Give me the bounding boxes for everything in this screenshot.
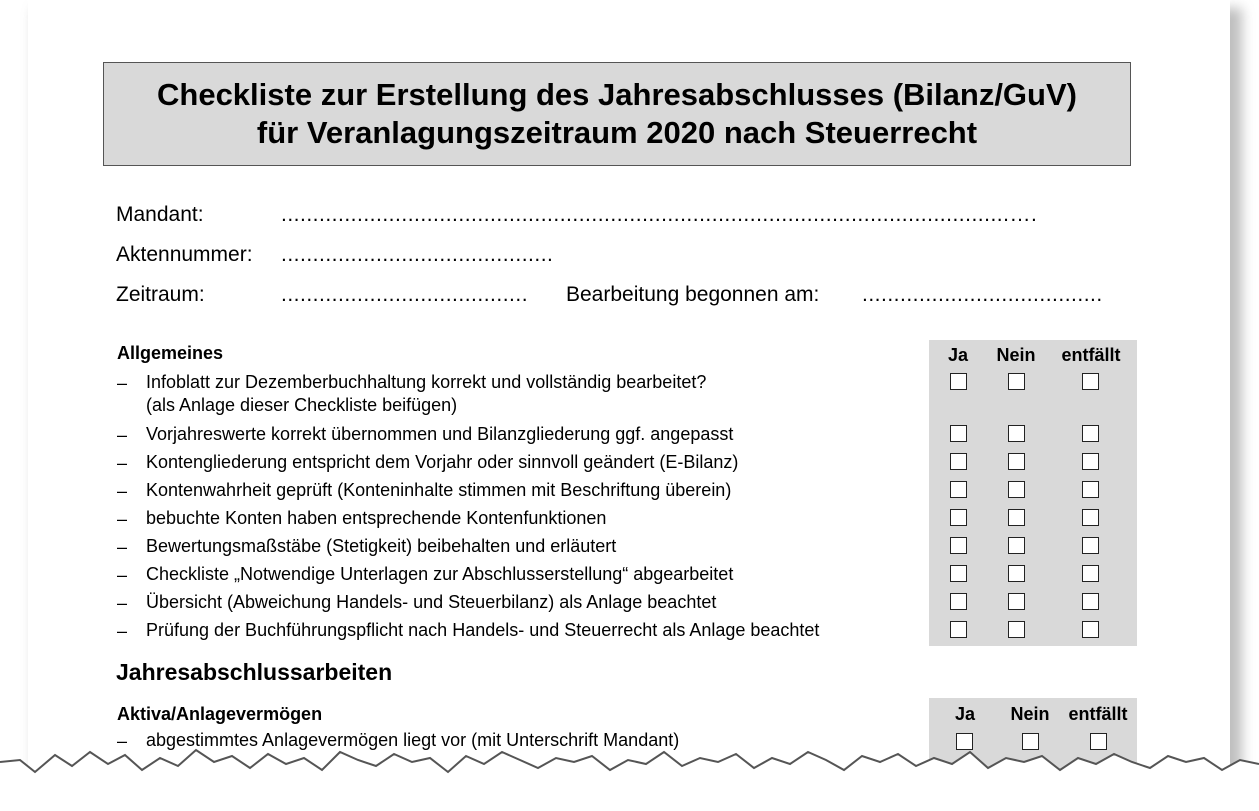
aktennummer-field[interactable]: ........................................... (281, 243, 554, 266)
zeitraum-field[interactable]: ....................................... (281, 283, 529, 306)
checkbox-nein[interactable] (1008, 509, 1025, 526)
item-text: Kontengliederung entspricht dem Vorjahr oder sinnvoll geändert (E-Bilanz) (146, 452, 739, 472)
column-header-ja: Ja (947, 345, 969, 365)
mandant-field[interactable]: ...................................................................................................................…. (281, 203, 1038, 226)
item-bullet: – (117, 621, 128, 641)
item-text: Kontenwahrheit geprüft (Konteninhalte stimmen mit Beschriftung überein) (146, 480, 732, 500)
checkbox-entfaellt[interactable] (1082, 537, 1099, 554)
checkbox-ja[interactable] (950, 565, 967, 582)
title-line-1: Checkliste zur Erstellung des Jahresabschlusses (Bilanz/GuV) (157, 77, 1077, 112)
checkbox-entfaellt[interactable] (1082, 565, 1099, 582)
item-text: Prüfung der Buchführungspflicht nach Handels- und Steuerrecht als Anlage beachtet (146, 620, 820, 640)
checkbox-nein[interactable] (1008, 373, 1025, 390)
checkbox-ja[interactable] (950, 621, 967, 638)
section-heading-allgemeines: Allgemeines (117, 343, 224, 363)
checkbox-entfaellt[interactable] (1082, 453, 1099, 470)
item-bullet: – (117, 731, 128, 751)
title-line-2: für Veranlagungszeitraum 2020 nach Steuerrecht (256, 115, 978, 150)
checkbox-nein[interactable] (1008, 481, 1025, 498)
checkbox-ja[interactable] (950, 509, 967, 526)
checkbox-entfaellt[interactable] (1082, 481, 1099, 498)
checkbox-ja[interactable] (950, 593, 967, 610)
checkbox-ja[interactable] (950, 481, 967, 498)
checkbox-ja[interactable] (950, 453, 967, 470)
checkbox-ja[interactable] (950, 537, 967, 554)
item-bullet: – (117, 509, 128, 529)
item-text (146, 371, 706, 417)
checkbox-nein[interactable] (1008, 537, 1025, 554)
checkbox-nein[interactable] (1008, 565, 1025, 582)
torn-edge (0, 700, 1259, 811)
item-text-line-2: (als Anlage dieser Checkliste beifügen) (146, 395, 458, 415)
item-text: Bewertungsmaßstäbe (Stetigkeit) beibehalten und erläutert (146, 536, 617, 556)
item-text: bebuchte Konten haben entsprechende Kontenfunktionen (146, 508, 607, 528)
document-title (103, 62, 1131, 166)
column-header-entfaellt: entfällt (1068, 704, 1128, 724)
checkbox-entfaellt[interactable] (1082, 373, 1099, 390)
item-bullet: – (117, 373, 128, 393)
section-heading-jahresabschlussarbeiten: Jahresabschlussarbeiten (116, 659, 393, 685)
item-bullet: – (117, 565, 128, 585)
item-text: Vorjahreswerte korrekt übernommen und Bilanzgliederung ggf. angepasst (146, 424, 734, 444)
checkbox-nein[interactable] (1008, 593, 1025, 610)
item-bullet: – (117, 537, 128, 557)
checkbox-ja[interactable] (950, 425, 967, 442)
zeitraum-label: Zeitraum: (116, 283, 205, 306)
column-header-nein: Nein (1010, 704, 1050, 724)
checkbox-entfaellt[interactable] (1082, 593, 1099, 610)
column-header-ja: Ja (954, 704, 976, 724)
checkbox-entfaellt[interactable] (1082, 621, 1099, 638)
section-heading-aktiva: Aktiva/Anlagevermögen (117, 704, 323, 724)
bearbeitung-field[interactable]: ...................................... (862, 283, 1103, 306)
item-text-line-1: Infoblatt zur Dezemberbuchhaltung korrekt und vollständig bearbeitet? (146, 372, 707, 392)
item-bullet: – (117, 481, 128, 501)
checkbox-entfaellt[interactable] (1082, 425, 1099, 442)
item-bullet: – (117, 425, 128, 445)
column-header-entfaellt: entfällt (1061, 345, 1121, 365)
checkbox-nein[interactable] (1008, 621, 1025, 638)
item-bullet: – (117, 593, 128, 613)
item-text: Checkliste „Notwendige Unterlagen zur Abschlusserstellung“ abgearbeitet (146, 564, 734, 584)
column-header-nein: Nein (996, 345, 1036, 365)
bearbeitung-label: Bearbeitung begonnen am: (566, 283, 820, 306)
aktennummer-label: Aktennummer: (116, 243, 253, 266)
checkbox-nein[interactable] (1008, 453, 1025, 470)
mandant-label: Mandant: (116, 203, 204, 226)
item-bullet: – (117, 453, 128, 473)
checkbox-nein[interactable] (1008, 425, 1025, 442)
checkbox-ja[interactable] (950, 373, 967, 390)
checkbox-entfaellt[interactable] (1082, 509, 1099, 526)
item-text: abgestimmtes Anlagevermögen liegt vor (mit Unterschrift Mandant) (146, 730, 680, 750)
item-text: Übersicht (Abweichung Handels- und Steuerbilanz) als Anlage beachtet (146, 592, 717, 612)
